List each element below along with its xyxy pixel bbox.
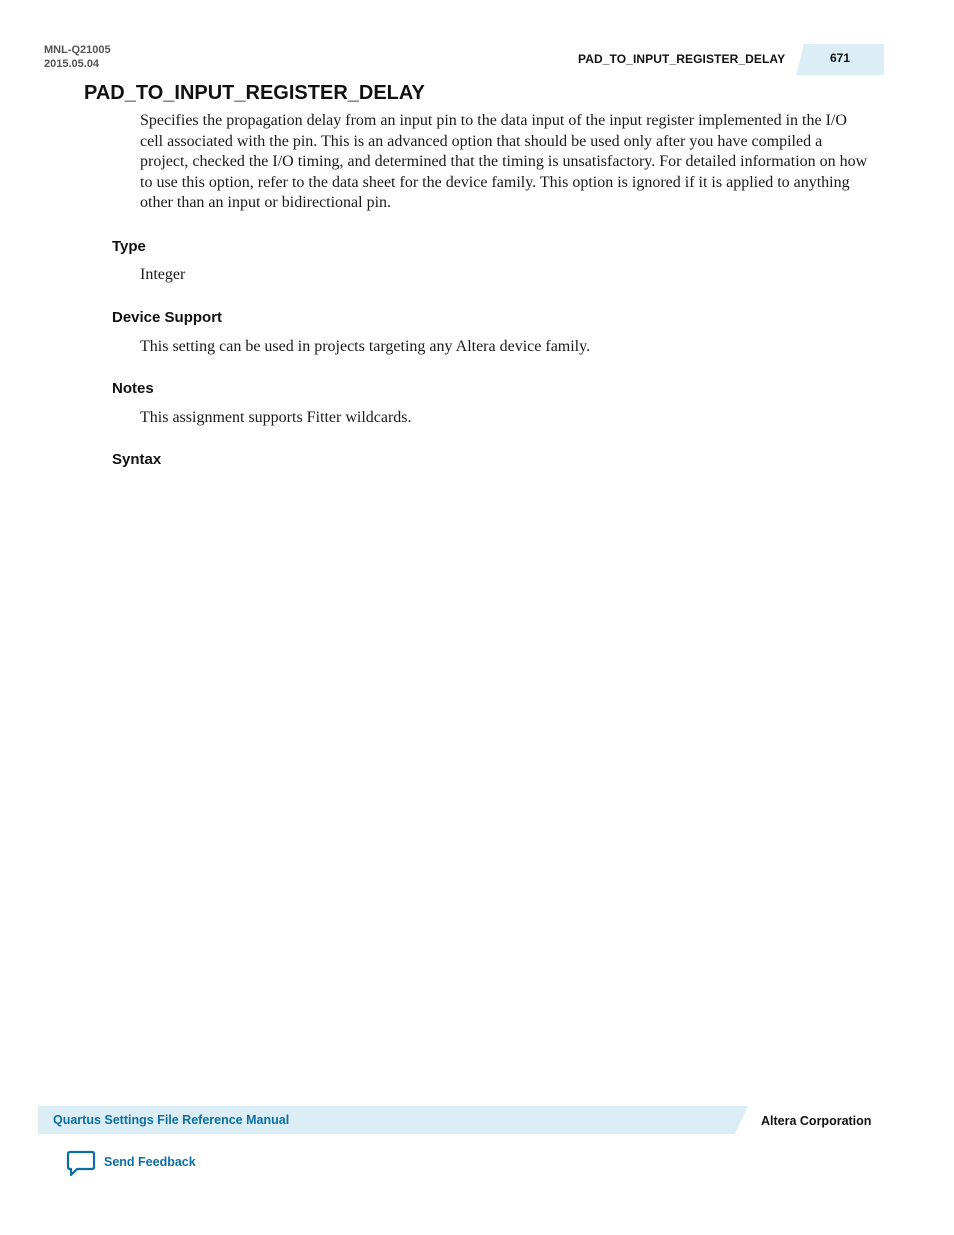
document-id-block bbox=[44, 43, 111, 71]
manual-title: Quartus Settings File Reference Manual bbox=[53, 1113, 290, 1127]
running-title: PAD_TO_INPUT_REGISTER_DELAY bbox=[578, 52, 786, 66]
description-paragraph: Specifies the propagation delay from an input pin to the data input of the input register implemented in the I/O cell associated with the pin. This is an advanced option that should be used only after you have compiled a project, checked the I/O timing, and determined that the timing is unsatisfactory. For detailed information on how to use this option, refer to the data sheet for the device family. This option is ignored if it is applied to anything other than an input or bidirectional pin. bbox=[140, 112, 868, 211]
document-date: 2015.05.04 bbox=[44, 58, 100, 70]
send-feedback-label: Send Feedback bbox=[104, 1155, 196, 1169]
section-body-device-support: This setting can be used in projects targeting any Altera device family. bbox=[140, 338, 591, 355]
page-title: PAD_TO_INPUT_REGISTER_DELAY bbox=[84, 82, 425, 104]
section-heading-syntax: Syntax bbox=[112, 451, 162, 468]
send-feedback-link[interactable] bbox=[66, 1150, 196, 1178]
section-heading-device-support: Device Support bbox=[112, 309, 223, 326]
section-body-notes: This assignment supports Fitter wildcards. bbox=[140, 409, 412, 426]
speech-bubble-icon bbox=[66, 1150, 96, 1178]
section-heading-type: Type bbox=[112, 238, 146, 255]
company-name: Altera Corporation bbox=[761, 1114, 872, 1128]
page-number-tab bbox=[796, 44, 884, 75]
section-heading-notes: Notes bbox=[112, 380, 154, 397]
page-number: 671 bbox=[829, 51, 851, 65]
document-number: MNL-Q21005 bbox=[44, 44, 111, 56]
section-body-type: Integer bbox=[140, 266, 186, 283]
